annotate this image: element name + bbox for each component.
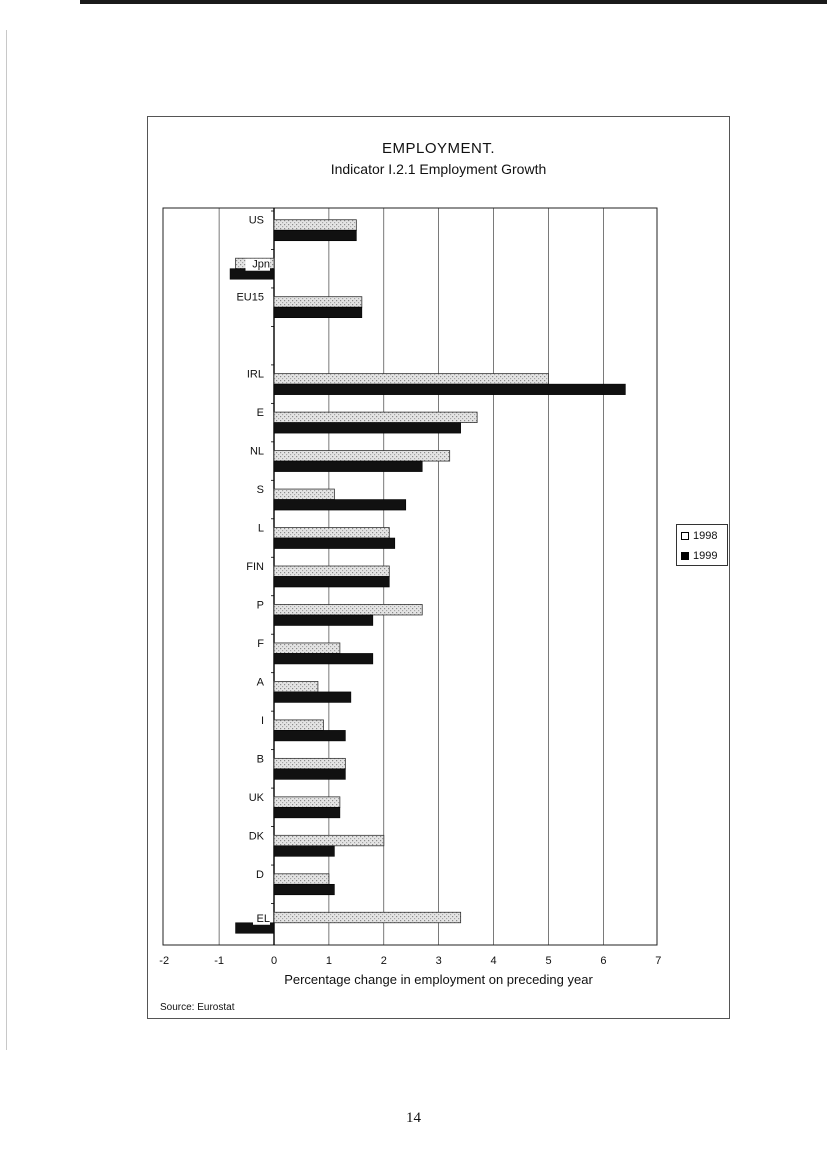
bar-1998 [274, 528, 389, 539]
category-label: P [256, 599, 264, 612]
bar-1999 [274, 692, 351, 703]
bar-1999 [274, 423, 461, 434]
category-label: US [248, 214, 264, 227]
bar-1998 [274, 643, 340, 654]
category-label: UK [248, 791, 264, 804]
legend [676, 524, 728, 566]
x-tick-label: -1 [214, 955, 224, 967]
legend-label-1999: 1999 [693, 550, 718, 562]
bar-1998 [274, 912, 461, 923]
bar-1998 [274, 835, 384, 846]
category-label: A [256, 676, 264, 689]
category-label: EU15 [236, 291, 264, 304]
bar-1999 [274, 884, 334, 895]
category-label: IRL [246, 368, 264, 381]
bar-1999 [274, 653, 373, 664]
source-note: Source: Eurostat [160, 1002, 235, 1013]
bar-1998 [274, 720, 323, 731]
x-tick-label: 0 [270, 955, 278, 967]
x-tick-label: 6 [600, 955, 607, 967]
category-label: Jpn [252, 258, 270, 271]
x-tick-label: 1 [325, 955, 332, 967]
category-label: D [256, 868, 264, 881]
bar-1999 [274, 769, 345, 780]
category-label: FIN [246, 561, 264, 573]
bar-1999 [274, 230, 356, 241]
legend-swatch-1999 [681, 552, 689, 560]
legend-label-1998: 1998 [693, 530, 718, 542]
chart-title: EMPLOYMENT. [381, 140, 496, 157]
legend-item-1998 [677, 527, 727, 545]
bar-1998 [274, 758, 345, 769]
category-label: NL [249, 445, 264, 458]
bar-1999 [274, 615, 373, 626]
category-label: L [257, 522, 264, 535]
bar-1998 [274, 489, 334, 500]
bar-1999 [274, 807, 340, 818]
x-tick-label: 2 [380, 955, 387, 967]
category-label: EL [256, 912, 270, 925]
x-axis-label: Percentage change in employment on preceding year [284, 972, 593, 987]
legend-item-1999 [677, 547, 727, 565]
category-label: E [256, 407, 264, 420]
x-tick-label: 5 [545, 955, 552, 967]
bar-1999 [274, 307, 362, 318]
bar-1998 [274, 220, 356, 231]
category-label: B [256, 753, 264, 766]
bar-1998 [274, 451, 450, 462]
legend-swatch-1998 [681, 532, 689, 540]
bar-1998 [274, 604, 422, 615]
bar-1998 [274, 297, 362, 308]
bar-1998 [274, 412, 477, 423]
bar-1999 [274, 500, 406, 511]
chart-subtitle: Indicator I.2.1 Employment Growth [330, 161, 547, 177]
bar-1998 [274, 797, 340, 808]
bar-1998 [274, 874, 329, 885]
bar-1999 [274, 461, 422, 472]
bar-1999 [274, 730, 345, 741]
category-label: DK [248, 830, 264, 843]
plot-area [163, 208, 657, 945]
bar-1999 [274, 846, 334, 857]
page-number: 14 [406, 1110, 421, 1126]
bar-1998 [274, 681, 318, 692]
x-tick-label: 4 [490, 955, 497, 967]
bar-1998 [274, 566, 389, 577]
category-label: F [257, 637, 264, 650]
bar-1998 [274, 374, 549, 385]
category-label: I [260, 714, 264, 727]
x-tick-label: -2 [159, 955, 170, 967]
bar-1999 [274, 538, 395, 549]
x-tick-label: 7 [655, 955, 662, 967]
bar-1999 [274, 577, 389, 588]
bar-1999 [274, 384, 625, 395]
x-tick-label: 3 [435, 955, 442, 967]
category-label: S [256, 484, 264, 497]
